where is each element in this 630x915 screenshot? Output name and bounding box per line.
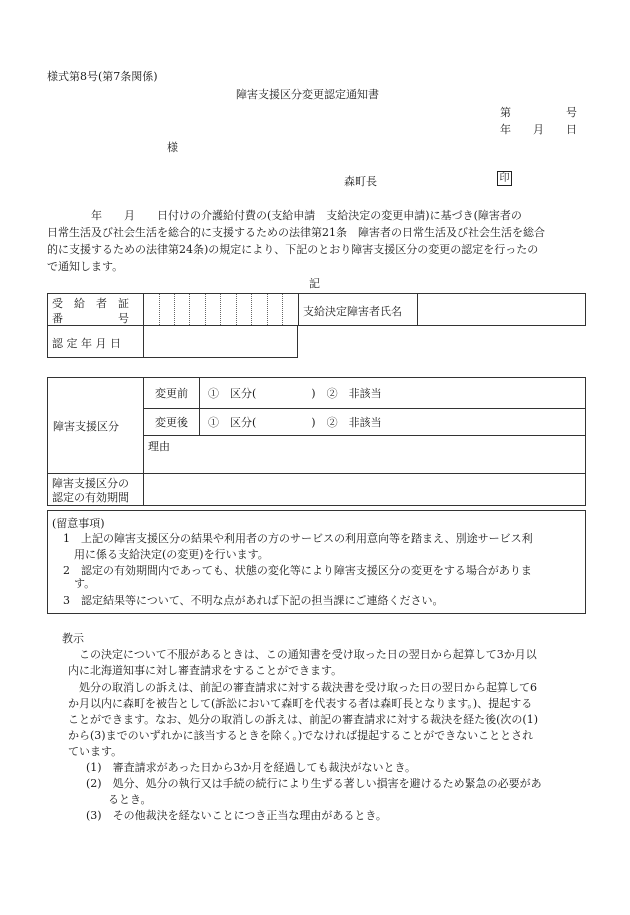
notes-line-5: 3 認定結果等について、不明な点があれば下記の担当課にご連絡ください。 (52, 594, 444, 607)
decided-person-label: 支給決定障害者氏名 (303, 305, 402, 318)
seal-stamp: 印 (497, 171, 512, 186)
reason-label: 理由 (148, 440, 170, 453)
notes-heading: (留意事項) (52, 517, 105, 530)
form-id: 様式第8号(第7条関係) (47, 70, 158, 83)
validity-label-2: 認定の有効期間 (52, 491, 129, 504)
after-options: ① 区分( ) ② 非該当 (208, 416, 382, 429)
category-label: 障害支援区分 (53, 420, 119, 433)
recipient-suffix: 様 (167, 141, 178, 154)
after-label: 変更後 (155, 416, 188, 429)
body-line-1: 年 月 日付けの介護給付費の(支給申請 支給決定の変更申請)に基づき(障害者の (47, 209, 522, 222)
instruction-line-6: から(3)までのいずれかに該当するときを除く。)でなければ提起することができないこととされ (68, 729, 534, 742)
instruction-line-5: ことができます。なお、処分の取消しの訴えは、前記の審査請求に対する裁決を経た後(次の(1) (68, 713, 538, 726)
recipient-number-label-1: 受 給 者 証 (52, 297, 129, 310)
instruction-item-1: (1) 審査請求があった日から3か月を経過しても裁決がないとき。 (86, 761, 417, 774)
instruction-line-1: この決定について不服があるときは、この通知書を受け取った日の翌日から起算して3か月以 (68, 648, 537, 661)
cert-date-label: 認 定 年 月 日 (52, 337, 121, 350)
instruction-heading: 教示 (62, 632, 84, 645)
document-title: 障害支援区分変更認定通知書 (236, 88, 379, 101)
recipient-number-label-2: 番 号 (52, 312, 129, 325)
notes-line-1: 1 上記の障害支援区分の結果や利用者の方のサービスの利用意向等を踏まえ、別途サービス利 (52, 532, 533, 545)
instruction-line-3: 処分の取消しの訴えは、前記の審査請求に対する裁決書を受け取った日の翌日から起算して6 (68, 681, 537, 694)
body-line-4: で通知します。 (47, 260, 124, 273)
date-label: 年 月 日 (500, 123, 577, 136)
body-line-2: 日常生活及び社会生活を総合的に支援するための法律第21条 障害者の日常生活及び社会生活を総合 (47, 226, 545, 239)
ki-heading: 記 (309, 277, 320, 290)
number-label: 第 号 (500, 106, 577, 119)
sender-name: 森町長 (344, 175, 377, 188)
instruction-item-2: (2) 処分、処分の執行又は手続の続行により生ずる著しい損害を避けるため緊急の必要があ (86, 777, 542, 790)
instruction-item-3: (3) その他裁決を経ないことにつき正当な理由があるとき。 (86, 809, 387, 822)
before-options: ① 区分( ) ② 非該当 (208, 387, 382, 400)
validity-label-1: 障害支援区分の (52, 477, 129, 490)
notes-line-3: 2 認定の有効期間内であっても、状態の変化等により障害支援区分の変更をする場合がありま (52, 564, 532, 577)
notes-line-4: す。 (52, 577, 96, 590)
instruction-line-7: ています。 (68, 745, 123, 758)
before-label: 変更前 (155, 387, 188, 400)
notes-line-2: 用に係る支給決定(の変更)を行います。 (52, 548, 269, 561)
instruction-line-2: 内に北海道知事に対し審査請求をすることができます。 (68, 664, 343, 677)
instruction-line-4: か月以内に森町を被告として(訴訟において森町を代表する者は森町長となります。)、提起する (68, 697, 533, 710)
instruction-item-2-cont: るとき。 (86, 793, 152, 806)
body-line-3: 的に支援するための法律第24条)の規定により、下記のとおり障害支援区分の変更の認定を行ったの (47, 243, 539, 256)
